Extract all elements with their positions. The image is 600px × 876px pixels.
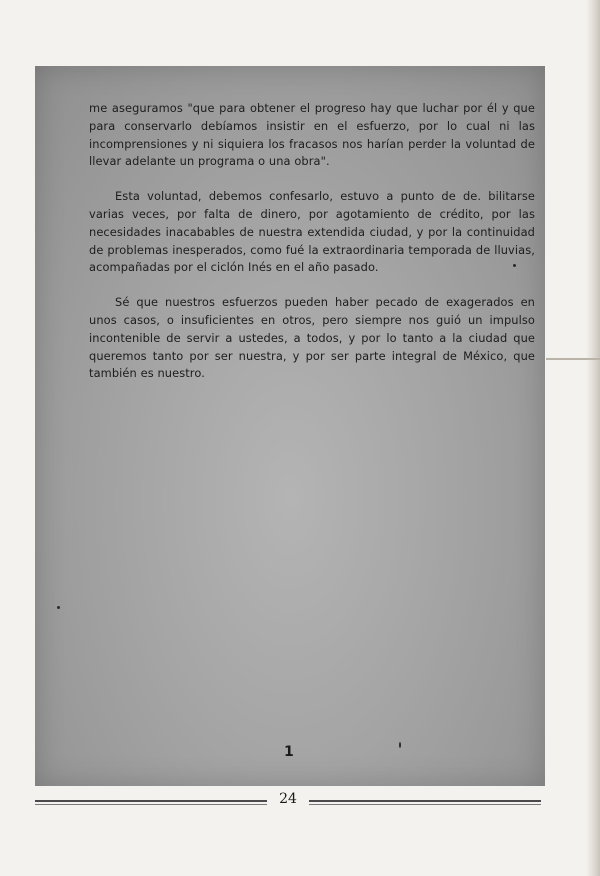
speck-mark <box>399 742 401 748</box>
photocopied-page <box>35 66 545 786</box>
page-number: 24 <box>279 791 297 807</box>
page-fold-line <box>546 358 600 360</box>
page-edge <box>586 0 600 876</box>
footer-rule-right <box>309 800 541 802</box>
inner-page-mark: 1 <box>284 744 294 760</box>
paragraph-2: Esta voluntad, debemos confesarlo, estuvo a punto de de. bilitarse varias veces, por falta de dinero, por agotamiento de crédito, por las necesidades inacabables de nuestra extendida ciudad, y por la continuidad de problemas inesperados, como fué la extraordinaria temporada de lluvias, acompañadas por el ciclón Inés en el año pasado. <box>89 189 535 275</box>
paragraph-1: me aseguramos "que para obtener el progreso hay que luchar por él y que para conservarlo debíamos insistir en el esfuerzo, por lo cual ni las incomprensiones y ni siquiera los fracasos nos harían perder la voluntad de llevar adelante un programa o una obra". <box>89 101 535 169</box>
speck-mark <box>513 264 516 267</box>
speck-mark <box>57 606 60 609</box>
body-text <box>89 100 535 400</box>
paragraph-3: Sé que nuestros esfuerzos pueden haber pecado de exagerados en unos casos, o insuficientes en otros, pero siempre nos guió un impulso incontenible de servir a ustedes, a todos, y por lo tanto a la ciudad que queremos tanto por ser nuestra, y por ser parte integral de México, que también es nuestro. <box>89 295 535 381</box>
footer-rule-left <box>35 800 267 802</box>
